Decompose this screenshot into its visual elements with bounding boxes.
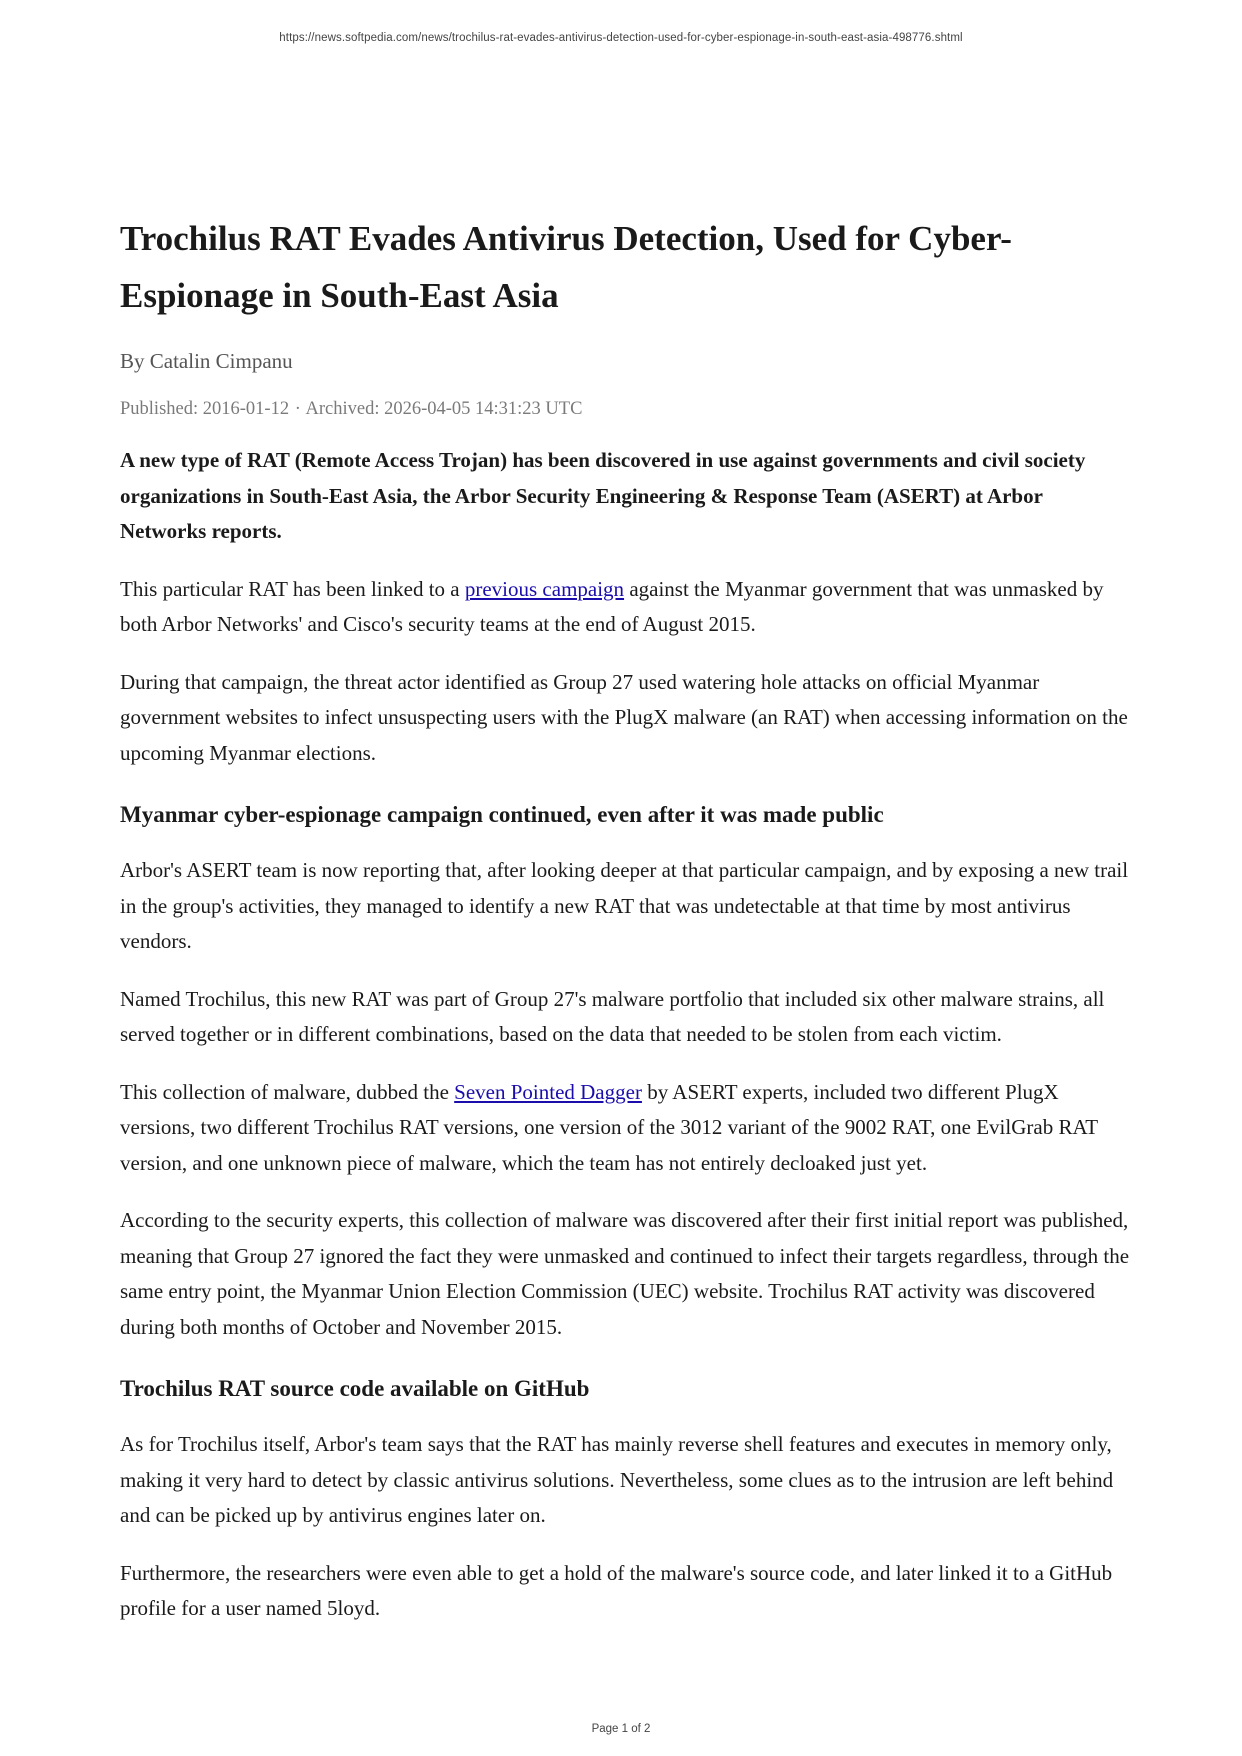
meta-separator: · [294,399,301,419]
paragraph-text: This collection of malware, dubbed the [120,1079,455,1104]
paragraph: Arbor's ASERT team is now reporting that, after looking deeper at that particular campaign, and by exposing a new trail in the group's activities, they managed to identify a new RAT that was undetectable at that time by most antivirus vendors. [120,858,1129,953]
paragraph: During that campaign, the threat actor identified as Group 27 used watering hole attacks on official Myanmar government websites to infect unsuspecting users with the PlugX malware (an RAT) when accessing information on the upcoming Myanmar elections. [120,669,1128,765]
article-byline: By Catalin Cimpanu [120,349,293,373]
paragraph: According to the security experts, this collection of malware was discovered after their first initial report was published, meaning that Group 27 ignored the fact they were unmasked and continued to infect their targets regardless, through the same entry point, the Myanmar Union Election Commission (UEC) website. Trochilus RAT activity was discovered during both months of October and November 2015. [120,1208,1130,1339]
previous-campaign-link[interactable]: previous campaign [464,576,625,601]
article [120,210,1130,1627]
paragraph-text: by ASERT experts, included two different PlugX versions, two different Trochilus RAT versions, one version of the 3012 variant of the 9002 RAT, one EvilGrab RAT version, and one unknown piece of malware, which the team has not entirely decloaked just yet. [120,1079,1098,1175]
paragraph [120,572,1130,643]
page-url-header: https://news.softpedia.com/news/trochilus-rat-evades-antivirus-detection-used-for-cyber-espionage-in-south-east-asia-498776.shtml [279,32,963,44]
paragraph-text: This particular RAT has been linked to a [120,576,465,601]
published-date: Published: 2016-01-12 [120,399,290,419]
paragraph: Furthermore, the researchers were even able to get a hold of the malware's source code, and later linked it to a GitHub profile for a user named 5loyd. [120,1560,1113,1620]
seven-pointed-dagger-link[interactable]: Seven Pointed Dagger [454,1079,642,1104]
archived-date: Archived: 2026-04-05 14:31:23 UTC [305,399,583,419]
page-number-footer: Page 1 of 2 [591,1723,651,1735]
article-lead: A new type of RAT (Remote Access Trojan) has been discovered in use against governments and civil society organizations in South-East Asia, the Arbor Security Engineering & Response Team (ASERT) at Arbor Networks reports. [120,448,1086,543]
section-heading-myanmar-campaign: Myanmar cyber-espionage campaign continued, even after it was made public [120,802,884,827]
paragraph: As for Trochilus itself, Arbor's team says that the RAT has mainly reverse shell features and executes in memory only, making it very hard to detect by classic antivirus solutions. Nevertheless, some clues as to the intrusion are left behind and can be picked up by antivirus engines later on. [120,1432,1114,1527]
article-title: Trochilus RAT Evades Antivirus Detection, Used for Cyber-Espionage in South-East Asia [120,219,1012,315]
paragraph: Named Trochilus, this new RAT was part of Group 27's malware portfolio that included six other malware strains, all served together or in different combinations, based on the data that needed to be stolen from each victim. [120,986,1105,1046]
article-meta [120,395,1130,423]
paragraph-text: against the Myanmar government that was unmasked by both Arbor Networks' and Cisco's security teams at the end of August 2015. [120,576,1104,636]
section-heading-github-source: Trochilus RAT source code available on GitHub [120,1376,590,1401]
paragraph [120,1075,1130,1182]
